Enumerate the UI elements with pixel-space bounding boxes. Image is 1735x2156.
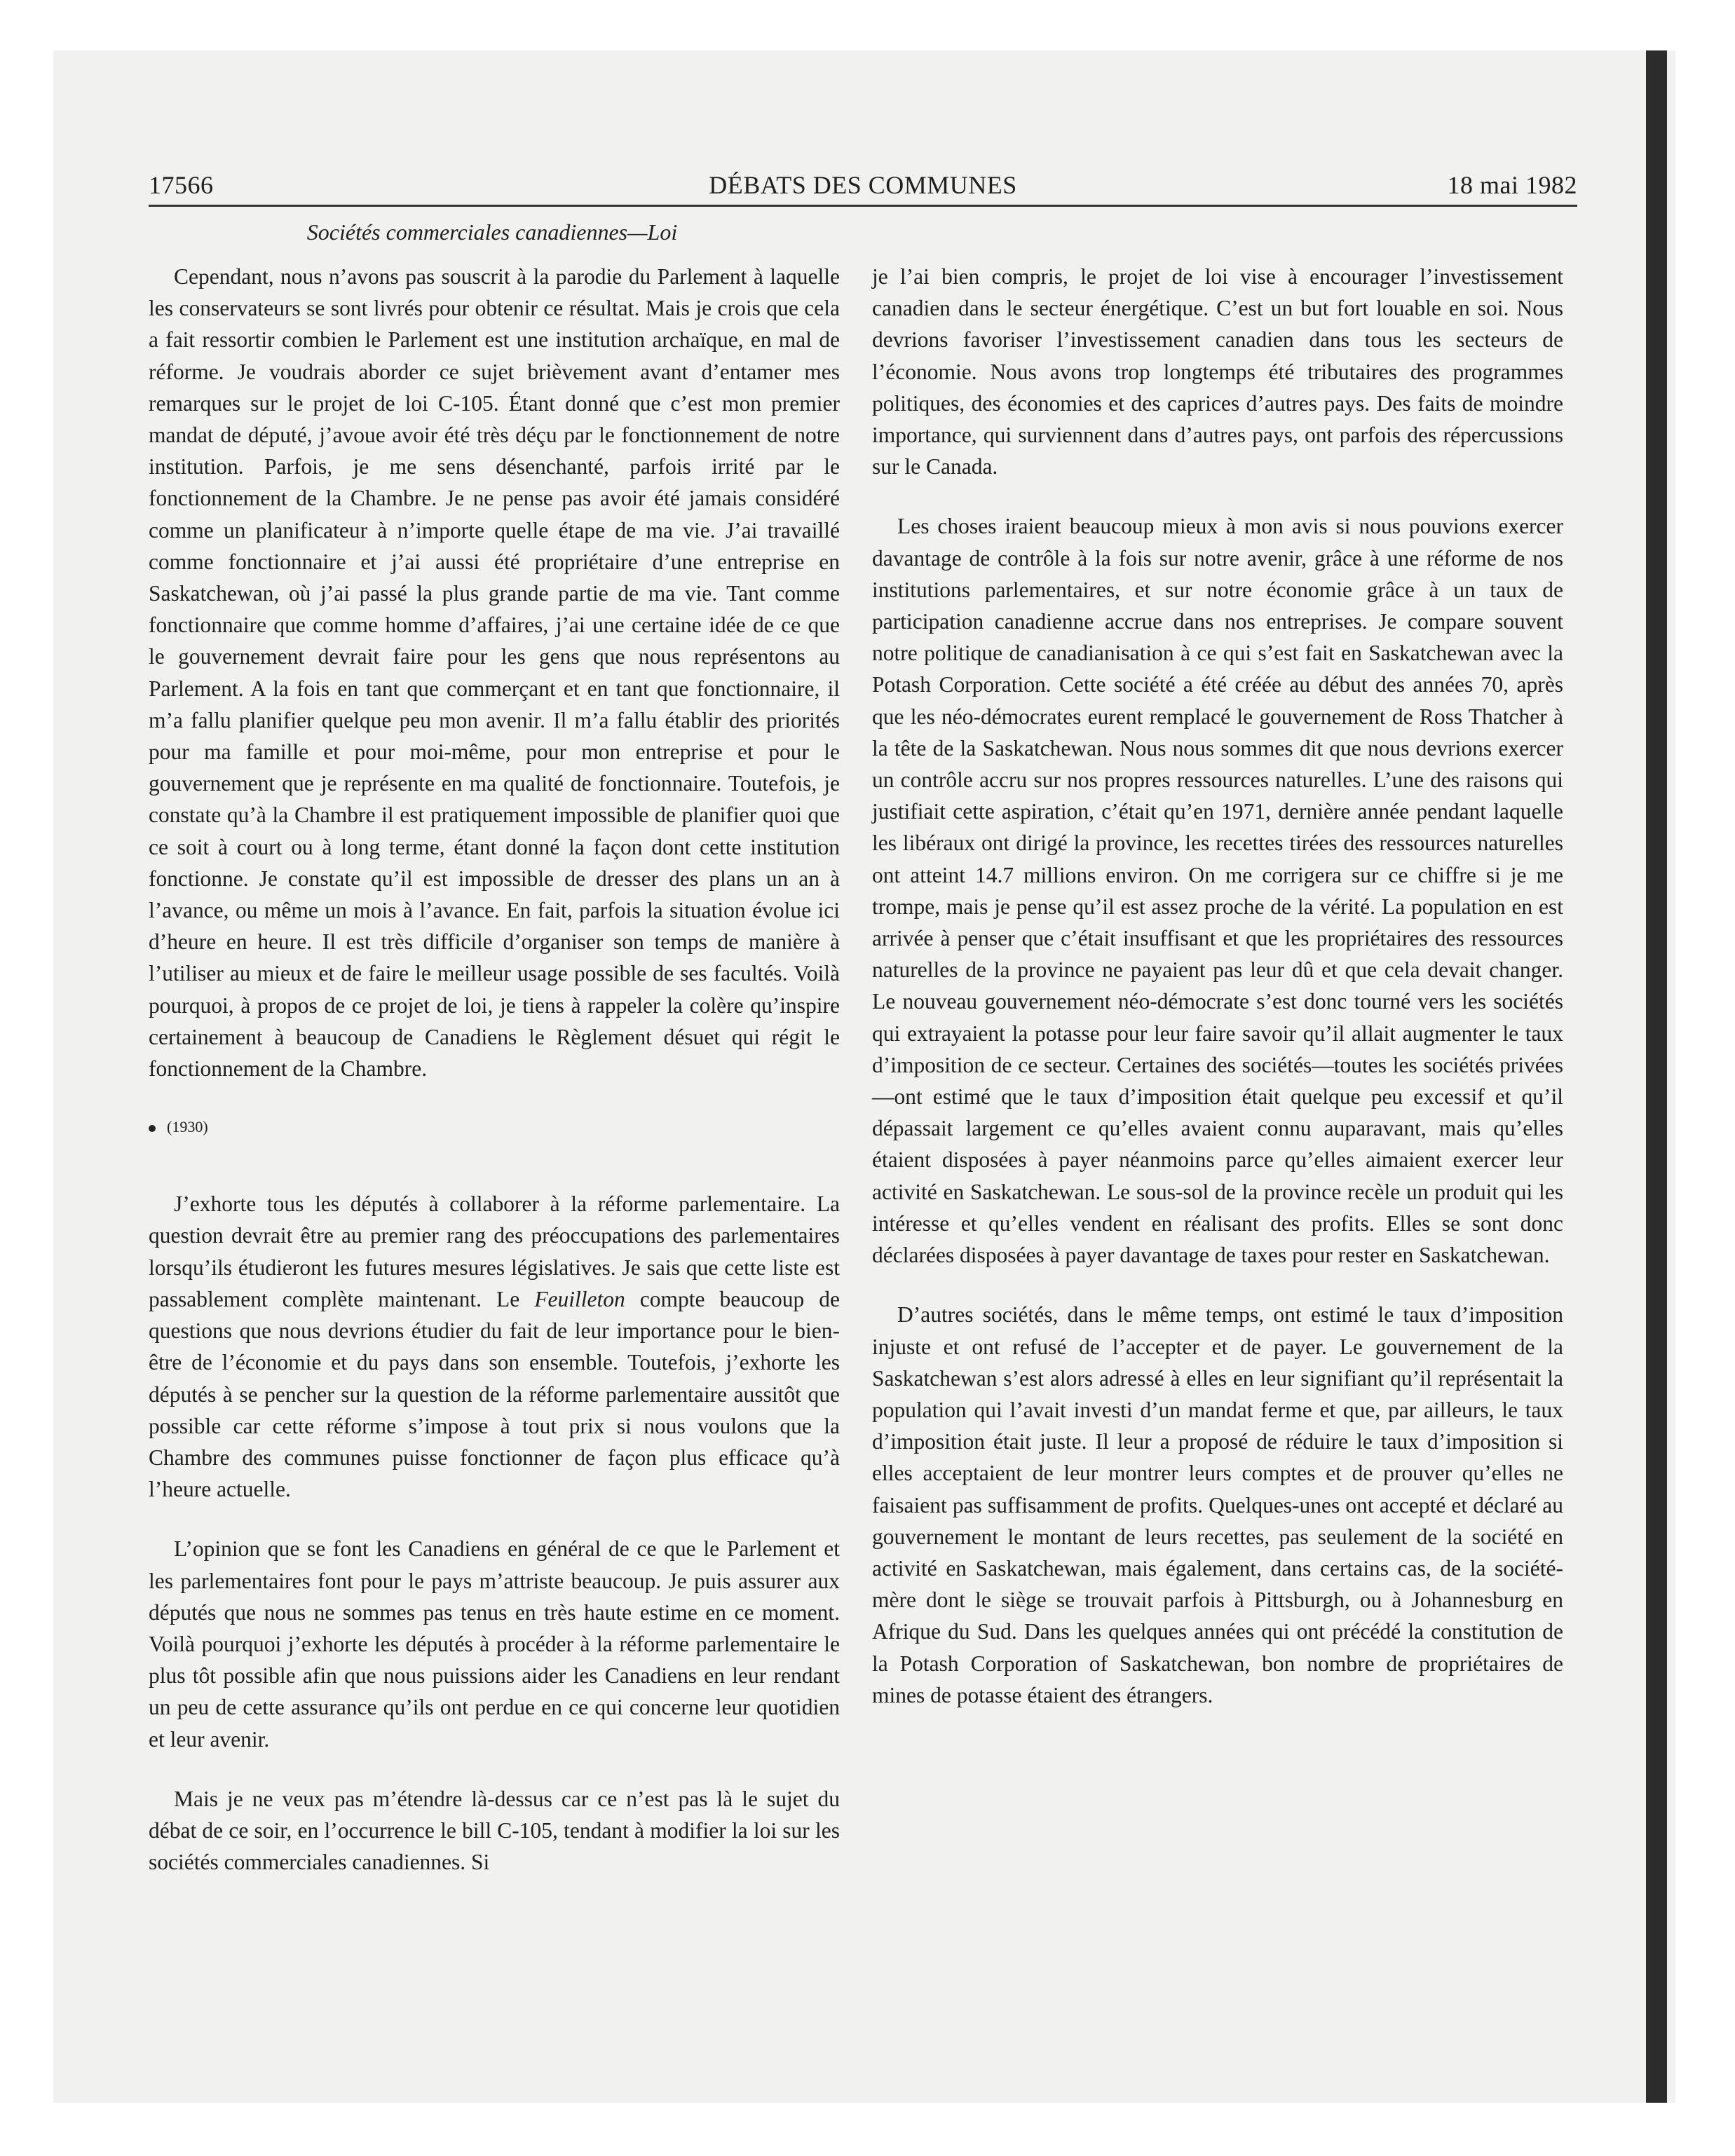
paragraph: Cependant, nous n’avons pas souscrit à la parodie du Parlement à laquelle les conservateurs se sont livrés pour obtenir ce résultat. Mais je crois que cela a fait ressortir combien le Parlement est une institution archaïque, en mal de réforme. Je voudrais aborder ce sujet brièvement avant d’entamer mes remarques sur le projet de loi C-105. Étant donné que c’est mon premier mandat de député, j’avoue avoir été très déçu par le fonctionnement de notre institution. Parfois, je me sens désenchanté, parfois irrité par le fonctionnement de la Chambre. Je ne pense pas avoir été jamais considéré comme un planificateur à n’importe quelle étape de ma vie. J’ai travaillé comme fonctionnaire et j’ai aussi été propriétaire d’une entreprise en Saskatchewan, où j’ai passé la plus grande partie de ma vie. Tant comme fonctionnaire que comme homme d’affaires, j’ai une certaine idée de ce que le gouvernement devrait faire pour les gens que nous représentons au Parlement. A la fois en tant que commerçant et en tant que fonctionnaire, il m’a fallu planifier quelque peu mon avenir. Il m’a fallu établir des priorités pour ma famille et pour moi-même, pour mon entreprise et pour le gouvernement que je représente en ma qualité de fonctionnaire. Toutefois, je constate qu’à la Chambre il est pratiquement impossible de planifier quoi que ce soit à court ou à long terme, étant donné la façon dont cette institution fonctionne. Je constate qu’il est impossible de dresser des plans un an à l’avance, ou même un mois à l’avance. En fait, parfois la situation évolue ici d’heure en heure. Il est très difficile d’organiser son temps de manière à l’utiliser au mieux et de faire le meilleur usage possible de ses facultés. Voilà pourquoi, à propos de ce projet de loi, je tiens à rappeler la colère qu’inspire certainement à beaucoup de Canadiens le Règlement désuet qui régit le fonctionnement de la Chambre. — [149, 264, 840, 1082]
page-date: 18 mai 1982 — [1447, 171, 1577, 199]
italic-title: Feuilleton — [534, 1286, 625, 1311]
bullet-dot-icon — [149, 1125, 156, 1132]
left-column — [149, 261, 840, 1878]
page-number: 17566 — [149, 171, 214, 199]
scan-edge-shadow — [1646, 50, 1667, 2103]
paragraph — [149, 1188, 840, 1505]
time-marker-text: (1930) — [167, 1118, 208, 1136]
page-header — [149, 165, 1577, 205]
paragraph: Mais je ne veux pas m’étendre là-dessus car ce n’est pas là le sujet du débat de ce soir, en l’occurrence le bill C-105, tendant à modifier la loi sur les sociétés commerciales canadiennes. Si — [149, 1786, 840, 1875]
paragraph: L’opinion que se font les Canadiens en général de ce que le Parlement et les parlementaires font pour le pays m’attriste beaucoup. Je puis assurer aux députés que nous ne sommes pas tenus en très haute estime en ce moment. Voilà pourquoi j’exhorte les députés à procéder à la réforme parlementaire le plus tôt possible afin que nous puissions aider les Canadiens en leur rendant un peu de cette assurance qu’ils ont perdue en ce qui concerne leur quotidien et leur avenir. — [149, 1536, 840, 1752]
publication-title: DÉBATS DES COMMUNES — [709, 171, 1017, 199]
right-column — [872, 261, 1563, 1711]
paragraph: D’autres sociétés, dans le même temps, ont estimé le taux d’imposition injuste et ont refusé de l’accepter et de payer. Le gouvernement de la Saskatchewan s’est alors adressé à elles en leur signifiant qu’il représentait la population qui l’avait investi d’un mandat ferme et que, par ailleurs, le taux d’imposition était juste. Il leur a proposé de réduire le taux d’imposition si elles acceptaient de leur montrer leurs comptes et de prouver qu’elles ne faisaient pas suffisamment de profits. Quelques-unes ont accepté et déclaré au gouvernement le montant de leurs recettes, pas seulement de la société en activité en Saskatchewan, mais également, dans certains cas, de la société-mère dont le siège se trouvait parfois à Pittsburgh, ou à Johannesburg en Afrique du Sud. Dans les quelques années qui ont précédé la constitution de la Potash Corporation of Saskatchewan, bon nombre de propriétaires de mines de potasse étaient des étrangers. — [872, 1302, 1563, 1707]
time-marker — [149, 1115, 840, 1139]
paragraph: Les choses iraient beaucoup mieux à mon avis si nous pouvions exercer davantage de contrôle à la fois sur notre avenir, grâce à une réforme de nos institutions parlementaires, et sur notre économie grâce à un taux de participation canadienne accrue dans nos entreprises. Je compare souvent notre politique de canadianisation à ce qui s’est fait en Saskatchewan avec la Potash Corporation. Cette société a été créée au début des années 70, après que les néo-démocrates eurent remplacé le gouvernement de Ross Thatcher à la tête de la Saskatchewan. Nous nous sommes dit que nous devrions exercer un contrôle accru sur nos propres ressources naturelles. L’une des raisons qui justifiait cette aspiration, c’était qu’en 1971, dernière année pendant laquelle les libéraux ont dirigé la province, les recettes tirées des ressources naturelles ont atteint 14.7 millions environ. On me corrigera sur ce chiffre si je me trompe, mais je pense qu’il est assez proche de la vérité. La population en est arrivée à penser que c’était insuffisant et que les propriétaires des ressources naturelles de la province ne payaient pas leur dû et que cela devait changer. Le nouveau gouvernement néo-démocrate s’est donc tourné vers les sociétés qui extrayaient la potasse pour leur faire savoir qu’il allait augmenter le taux d’imposition de ce secteur. Certaines des sociétés—toutes les sociétés privées—ont estimé que le taux d’imposition était quelque peu excessif et qu’il dépassait largement ce qu’elles avaient connu auparavant, mais qu’elles étaient disposées à payer néanmoins parce qu’elles aimaient exercer leur activité en Saskatchewan. Le sous-sol de la province recèle un produit qui les intéresse et qu’elles vendent en réalisant des profits. Elles se sont donc déclarées disposées à payer davantage de taxes pour rester en Saskatchewan. — [872, 514, 1563, 1268]
paragraph-text: J’exhorte tous les députés à collaborer à la réforme parlementaire. La question devrait être au premier rang des préoccupations des parlementaires lorsqu’ils étudieront les futures mesures législatives. Je sais que cette liste est passablement complète maintenant. Le — [149, 1192, 840, 1311]
paragraph-text: compte beaucoup de questions que nous devrions étudier du fait de leur importance pour le bien-être de l’économie et du pays dans son ensemble. Toutefois, j’exhorte les députés à se pencher sur la question de la réforme parlementaire aussitôt que possible car cette réforme s’impose à tout prix si nous voulons que la Chambre des communes puisse fonctionner de façon plus efficace qu’à l’heure actuelle. — [149, 1286, 841, 1502]
running-title: Sociétés commerciales canadiennes—Loi — [306, 219, 678, 245]
header-rule — [149, 205, 1577, 207]
paragraph-continued: je l’ai bien compris, le projet de loi vise à encourager l’investissement canadien dans le secteur énergétique. C’est un but fort louable en soi. Nous devrions favoriser l’investissement canadien dans tous les secteurs de l’économie. Nous avons trop longtemps été tributaires des programmes politiques, des économies et des caprices d’autres pays. Des faits de moindre importance, qui surviennent dans d’autres pays, ont parfois des répercussions sur le Canada. — [872, 264, 1563, 479]
